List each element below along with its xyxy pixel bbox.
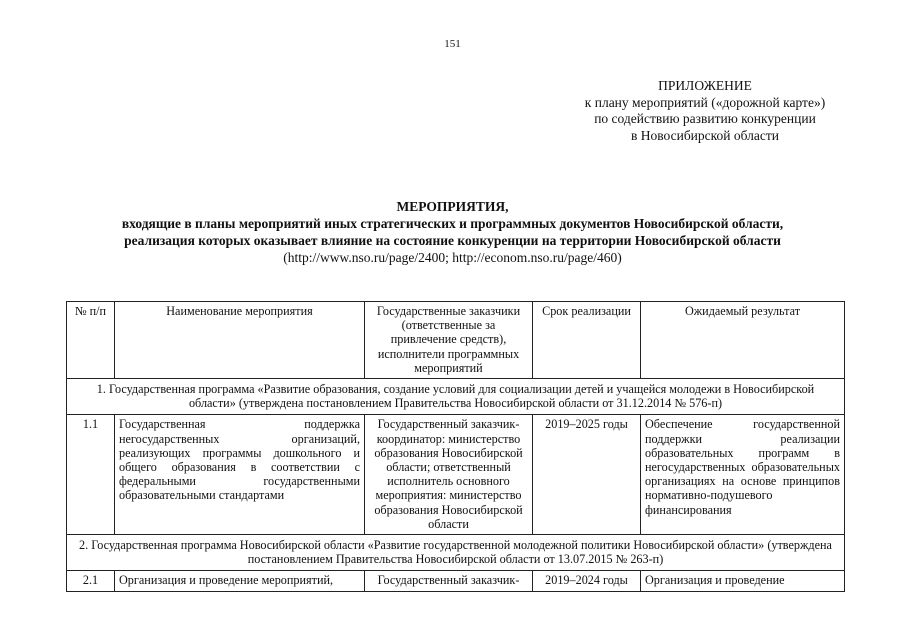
appendix-line-3: по содействию развитию конкуренции [594,111,816,126]
header-customers: Государственные заказчики (ответственные за привлечение средств), исполнители программных мероприятий [365,302,533,379]
appendix-line-4: в Новосибирской области [630,127,780,143]
table-row [67,415,845,535]
header-num: № п/п [67,302,115,379]
table-row [67,571,845,591]
row-1-term: 2019–2025 годы [533,415,641,535]
row-2-result: Организация и проведение [641,571,845,591]
appendix-header [560,78,850,144]
document-title [40,198,865,266]
row-1-customers: Государственный заказчик-координатор: министерство образования Новосибирской области; ответственный исполнитель основного мероприятия: министерство образования Новосибирской области [365,415,533,535]
title-links: (http://www.nso.ru/page/2400; http://econom.nso.ru/page/460) [283,250,622,265]
title-line-2: входящие в планы мероприятий иных стратегических и программных документов Новосибирской области, [121,216,784,231]
section-2-title: 2. Государственная программа Новосибирской области «Развитие государственной молодежной политики Новосибирской области» (утверждена постановлением Правительства Новосибирской области от 13.07.2015 № 263-п) [67,535,845,571]
section-row [67,535,845,571]
row-2-num: 2.1 [67,571,115,591]
row-1-num: 1.1 [67,415,115,535]
header-result: Ожидаемый результат [641,302,845,379]
section-row [67,379,845,415]
section-1-title: 1. Государственная программа «Развитие образования, создание условий для социализации детей и учащейся молодежи в Новосибирской области» (утверждена постановлением Правительства Новосибирской области от 31.12.2014 № 576-п) [67,379,845,415]
appendix-line-2: к плану мероприятий («дорожной карте») [584,94,826,110]
title-line-3: реализация которых оказывает влияние на состояние конкуренции на территории Новосибирской области [124,233,781,248]
row-2-term: 2019–2024 годы [533,571,641,591]
title-line-1: МЕРОПРИЯТИЯ, [396,199,509,214]
row-2-customers: Государственный заказчик- [365,571,533,591]
table-header-row [67,302,845,379]
measures-table [66,301,845,592]
row-1-name: Государственная поддержка негосударственных организаций, реализующих программы дошкольного и общего образования в соответствии с федеральными государственными образовательными стандартами [115,415,365,535]
header-term: Срок реализации [533,302,641,379]
header-name: Наименование мероприятия [115,302,365,379]
row-2-name: Организация и проведение мероприятий, [115,571,365,591]
row-1-result: Обеспечение государственной поддержки реализации образовательных программ в негосударственных образовательных организациях на основе принципов нормативно-подушевого финансирования [641,415,845,535]
page-number: 151 [444,38,461,50]
appendix-line-1: ПРИЛОЖЕНИЕ [658,78,752,93]
